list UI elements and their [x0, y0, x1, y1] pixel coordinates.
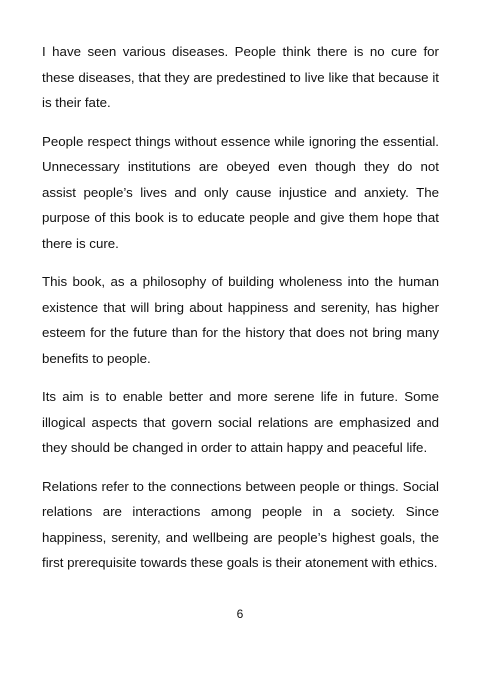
paragraph-5: Relations refer to the connections between people or things. Social relations are interactions among people in a society. Since happiness, serenity, and wellbeing are people’s highest goals, the first prerequisite towards these goals is their atonement with ethics. — [42, 478, 439, 570]
paragraph-2: People respect things without essence while ignoring the essential. Unnecessary institutions are obeyed even though they do not assist people’s lives and only cause injustice and anxiety. The purpose of this book is to educate people and give them hope that there is cure. — [42, 133, 439, 251]
paragraph-1: I have seen various diseases. People think there is no cure for these diseases, that they are predestined to live like that because it is their fate. — [42, 44, 439, 110]
body-text — [42, 39, 439, 589]
paragraph-4: Its aim is to enable better and more serene life in future. Some illogical aspects that govern social relations are emphasized and they should be changed in order to attain happy and peaceful life. — [42, 389, 439, 455]
page-number: 6 — [236, 607, 244, 621]
paragraph-3: This book, as a philosophy of building wholeness into the human existence that will bring about happiness and serenity, has higher esteem for the future than for the history that does not bring many benefits to people. — [42, 274, 439, 366]
